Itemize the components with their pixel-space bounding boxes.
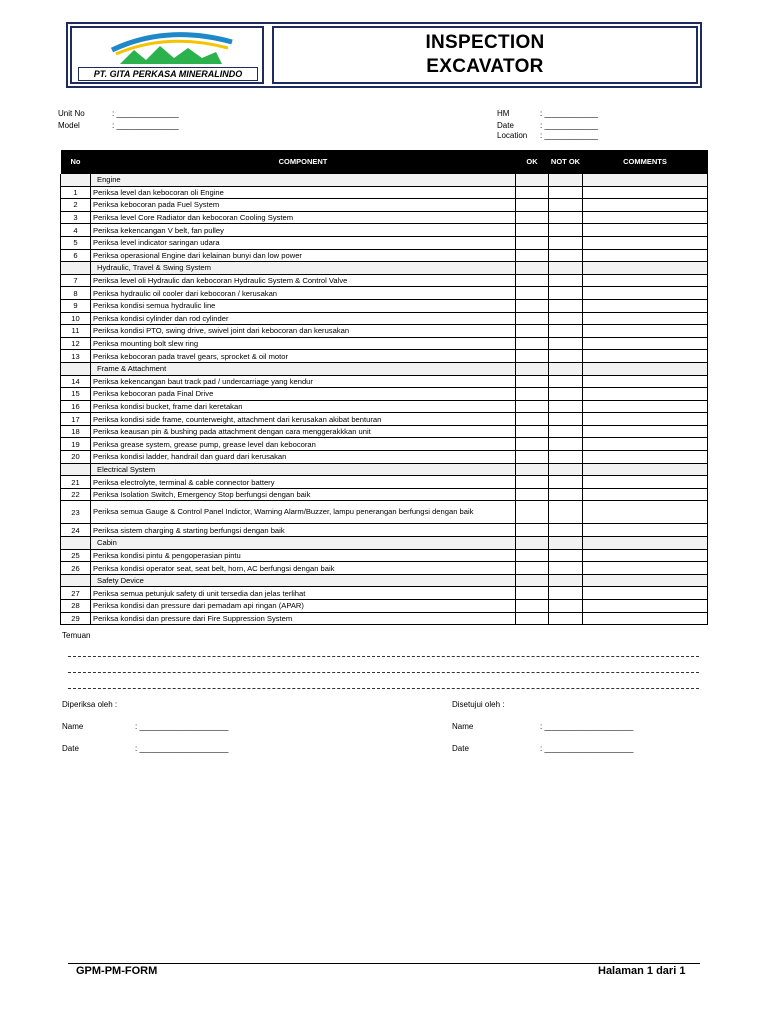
section-no-cell — [61, 362, 91, 375]
section-comment-cell — [583, 262, 708, 275]
not-ok-checkbox-cell[interactable] — [549, 549, 583, 562]
comment-cell[interactable] — [583, 211, 708, 224]
ok-checkbox-cell[interactable] — [516, 274, 549, 287]
header-no: No — [61, 150, 91, 174]
comment-cell[interactable] — [583, 312, 708, 325]
section-title: Cabin — [91, 537, 516, 550]
row-number: 10 — [61, 312, 91, 325]
table-row — [61, 186, 708, 199]
not-ok-checkbox-cell[interactable] — [549, 274, 583, 287]
not-ok-checkbox-cell[interactable] — [549, 400, 583, 413]
table-row — [61, 249, 708, 262]
not-ok-checkbox-cell[interactable] — [549, 299, 583, 312]
table-row — [61, 388, 708, 401]
row-number: 6 — [61, 249, 91, 262]
section-row-safety — [61, 574, 708, 587]
not-ok-checkbox-cell[interactable] — [549, 612, 583, 625]
comment-cell[interactable] — [583, 350, 708, 363]
row-component: Periksa kondisi semua hydraulic line — [91, 299, 516, 312]
table-row — [61, 299, 708, 312]
not-ok-checkbox-cell[interactable] — [549, 600, 583, 613]
ok-checkbox-cell[interactable] — [516, 325, 549, 338]
section-no-cell — [61, 174, 91, 187]
row-number: 24 — [61, 524, 91, 537]
section-comment-cell — [583, 362, 708, 375]
row-number: 16 — [61, 400, 91, 413]
comment-cell[interactable] — [583, 524, 708, 537]
location-label: Location — [497, 131, 528, 140]
table-row — [61, 224, 708, 237]
not-ok-checkbox-cell[interactable] — [549, 488, 583, 501]
row-number: 7 — [61, 274, 91, 287]
row-number: 17 — [61, 413, 91, 426]
table-row — [61, 425, 708, 438]
not-ok-checkbox-cell[interactable] — [549, 199, 583, 212]
comment-cell[interactable] — [583, 488, 708, 501]
model-field[interactable]: : ______________ — [112, 121, 179, 130]
ok-checkbox-cell[interactable] — [516, 224, 549, 237]
row-number: 14 — [61, 375, 91, 388]
comment-cell[interactable] — [583, 438, 708, 451]
approved-date-label: Date — [452, 744, 469, 753]
row-component: Periksa keausan pin & bushing pada attachment dengan cara menggerakkkan unit — [91, 425, 516, 438]
comment-cell[interactable] — [583, 562, 708, 575]
comment-cell[interactable] — [583, 325, 708, 338]
row-component: Periksa kondisi ladder, handrail dan guard dari kerusakan — [91, 451, 516, 464]
not-ok-checkbox-cell[interactable] — [549, 186, 583, 199]
approved-name-label: Name — [452, 722, 474, 731]
row-component: Periksa kondisi dan pressure dari Fire Suppression System — [91, 612, 516, 625]
not-ok-checkbox-cell[interactable] — [549, 337, 583, 350]
section-notok-cell — [549, 537, 583, 550]
table-row — [61, 562, 708, 575]
comment-cell[interactable] — [583, 451, 708, 464]
not-ok-checkbox-cell[interactable] — [549, 562, 583, 575]
header-comments: COMMENTS — [583, 150, 708, 174]
ok-checkbox-cell[interactable] — [516, 400, 549, 413]
row-component: Periksa kondisi dan pressure dari pemadam api ringan (APAR) — [91, 600, 516, 613]
not-ok-checkbox-cell[interactable] — [549, 425, 583, 438]
row-component: Periksa mounting bolt slew ring — [91, 337, 516, 350]
ok-checkbox-cell[interactable] — [516, 562, 549, 575]
section-row-frame — [61, 362, 708, 375]
row-number: 22 — [61, 488, 91, 501]
model-label: Model — [58, 121, 80, 130]
row-number: 9 — [61, 299, 91, 312]
section-title: Hydraulic, Travel & Swing System — [91, 262, 516, 275]
row-component: Periksa kondisi cylinder dan rod cylinder — [91, 312, 516, 325]
table-row — [61, 451, 708, 464]
table-row — [61, 524, 708, 537]
row-number: 12 — [61, 337, 91, 350]
ok-checkbox-cell[interactable] — [516, 600, 549, 613]
section-no-cell — [61, 537, 91, 550]
form-code: GPM-PM-FORM — [76, 965, 158, 977]
row-number: 5 — [61, 236, 91, 249]
ok-checkbox-cell[interactable] — [516, 549, 549, 562]
comment-cell[interactable] — [583, 501, 708, 524]
ok-checkbox-cell[interactable] — [516, 249, 549, 262]
ok-checkbox-cell[interactable] — [516, 375, 549, 388]
ok-checkbox-cell[interactable] — [516, 350, 549, 363]
hm-label: HM — [497, 109, 510, 118]
comment-cell[interactable] — [583, 249, 708, 262]
checked-date-field[interactable]: : ____________________ — [135, 744, 229, 753]
comment-cell[interactable] — [583, 375, 708, 388]
section-notok-cell — [549, 262, 583, 275]
comment-cell[interactable] — [583, 388, 708, 401]
findings-line-1[interactable] — [68, 656, 699, 657]
title-line-2: EXCAVATOR — [426, 56, 544, 77]
table-row — [61, 337, 708, 350]
not-ok-checkbox-cell[interactable] — [549, 524, 583, 537]
approved-date-field[interactable]: : ____________________ — [540, 744, 634, 753]
section-title: Engine — [91, 174, 516, 187]
ok-checkbox-cell[interactable] — [516, 476, 549, 489]
not-ok-checkbox-cell[interactable] — [549, 325, 583, 338]
approved-by-label: Disetujui oleh : — [452, 700, 505, 709]
section-notok-cell — [549, 463, 583, 476]
unit-no-field[interactable]: : ______________ — [112, 109, 179, 118]
ok-checkbox-cell[interactable] — [516, 186, 549, 199]
section-no-cell — [61, 574, 91, 587]
not-ok-checkbox-cell[interactable] — [549, 587, 583, 600]
footer-divider — [68, 963, 700, 964]
row-component: Periksa semua petunjuk safety di unit tersedia dan jelas terlihat — [91, 587, 516, 600]
ok-checkbox-cell[interactable] — [516, 388, 549, 401]
date-field[interactable]: : ____________ — [540, 121, 598, 130]
checked-name-label: Name — [62, 722, 84, 731]
not-ok-checkbox-cell[interactable] — [549, 476, 583, 489]
table-row — [61, 438, 708, 451]
row-component: Periksa grease system, grease pump, grease level dan kebocoran — [91, 438, 516, 451]
section-notok-cell — [549, 174, 583, 187]
not-ok-checkbox-cell[interactable] — [549, 249, 583, 262]
row-component: Periksa electrolyte, terminal & cable connector battery — [91, 476, 516, 489]
table-row — [61, 400, 708, 413]
ok-checkbox-cell[interactable] — [516, 524, 549, 537]
section-row-hydraulic — [61, 262, 708, 275]
row-number: 20 — [61, 451, 91, 464]
section-title: Electrical System — [91, 463, 516, 476]
ok-checkbox-cell[interactable] — [516, 287, 549, 300]
section-notok-cell — [549, 362, 583, 375]
comment-cell[interactable] — [583, 287, 708, 300]
not-ok-checkbox-cell[interactable] — [549, 451, 583, 464]
row-component: Periksa kebocoran pada travel gears, sprocket & oil motor — [91, 350, 516, 363]
not-ok-checkbox-cell[interactable] — [549, 236, 583, 249]
row-number: 2 — [61, 199, 91, 212]
document-title — [272, 26, 698, 84]
row-number: 29 — [61, 612, 91, 625]
section-row-cabin — [61, 537, 708, 550]
ok-checkbox-cell[interactable] — [516, 451, 549, 464]
row-number: 4 — [61, 224, 91, 237]
row-component: Periksa kondisi pintu & pengoperasian pintu — [91, 549, 516, 562]
header-ok: OK — [516, 150, 549, 174]
row-component: Periksa kekencangan baut track pad / undercarriage yang kendur — [91, 375, 516, 388]
table-row — [61, 488, 708, 501]
section-comment-cell — [583, 574, 708, 587]
comment-cell[interactable] — [583, 425, 708, 438]
inspection-table — [60, 150, 708, 625]
ok-checkbox-cell[interactable] — [516, 413, 549, 426]
findings-line-3[interactable] — [68, 688, 699, 689]
section-ok-cell — [516, 262, 549, 275]
not-ok-checkbox-cell[interactable] — [549, 438, 583, 451]
company-name: PT. GITA PERKASA MINERALINDO — [78, 67, 258, 81]
row-component: Periksa hydraulic oil cooler dari kebocoran / kerusakan — [91, 287, 516, 300]
comment-cell[interactable] — [583, 224, 708, 237]
not-ok-checkbox-cell[interactable] — [549, 287, 583, 300]
comment-cell[interactable] — [583, 236, 708, 249]
row-component: Periksa kondisi operator seat, seat belt, horn, AC berfungsi dengan baik — [91, 562, 516, 575]
row-component: Periksa sistem charging & starting berfungsi dengan baik — [91, 524, 516, 537]
row-number: 25 — [61, 549, 91, 562]
ok-checkbox-cell[interactable] — [516, 337, 549, 350]
row-number: 18 — [61, 425, 91, 438]
table-row — [61, 211, 708, 224]
row-component: Periksa kekencangan V belt, fan pulley — [91, 224, 516, 237]
ok-checkbox-cell[interactable] — [516, 488, 549, 501]
row-number: 27 — [61, 587, 91, 600]
ok-checkbox-cell[interactable] — [516, 425, 549, 438]
section-ok-cell — [516, 463, 549, 476]
row-number: 21 — [61, 476, 91, 489]
table-header-row — [61, 150, 708, 174]
findings-label: Temuan — [62, 631, 91, 640]
unit-no-label: Unit No — [58, 109, 85, 118]
row-number: 23 — [61, 501, 91, 524]
section-comment-cell — [583, 537, 708, 550]
table-row — [61, 350, 708, 363]
row-number: 28 — [61, 600, 91, 613]
table-row — [61, 612, 708, 625]
row-number: 26 — [61, 562, 91, 575]
row-component: Periksa level indicator saringan udara — [91, 236, 516, 249]
section-ok-cell — [516, 537, 549, 550]
table-row — [61, 375, 708, 388]
row-component: Periksa kebocoran pada Fuel System — [91, 199, 516, 212]
date-label: Date — [497, 121, 514, 130]
section-title: Safety Device — [91, 574, 516, 587]
row-component: Periksa level Core Radiator dan kebocoran Cooling System — [91, 211, 516, 224]
row-number: 1 — [61, 186, 91, 199]
table-row — [61, 199, 708, 212]
section-ok-cell — [516, 574, 549, 587]
row-component: Periksa Isolation Switch, Emergency Stop berfungsi dengan baik — [91, 488, 516, 501]
ok-checkbox-cell[interactable] — [516, 438, 549, 451]
comment-cell[interactable] — [583, 337, 708, 350]
approved-name-field[interactable]: : ____________________ — [540, 722, 634, 731]
row-number: 19 — [61, 438, 91, 451]
title-line-1: INSPECTION — [425, 32, 545, 53]
section-row-electrical — [61, 463, 708, 476]
not-ok-checkbox-cell[interactable] — [549, 501, 583, 524]
ok-checkbox-cell[interactable] — [516, 299, 549, 312]
table-row — [61, 476, 708, 489]
section-comment-cell — [583, 174, 708, 187]
comment-cell[interactable] — [583, 199, 708, 212]
row-component: Periksa operasional Engine dari kelainan bunyi dan low power — [91, 249, 516, 262]
table-row — [61, 274, 708, 287]
row-number: 15 — [61, 388, 91, 401]
row-number: 11 — [61, 325, 91, 338]
row-component: Periksa kondisi side frame, counterweight, attachment dari kerusakan akibat benturan — [91, 413, 516, 426]
section-no-cell — [61, 463, 91, 476]
ok-checkbox-cell[interactable] — [516, 211, 549, 224]
row-number: 13 — [61, 350, 91, 363]
comment-cell[interactable] — [583, 476, 708, 489]
section-no-cell — [61, 262, 91, 275]
not-ok-checkbox-cell[interactable] — [549, 413, 583, 426]
comment-cell[interactable] — [583, 600, 708, 613]
row-component: Periksa level dan kebocoran oli Engine — [91, 186, 516, 199]
not-ok-checkbox-cell[interactable] — [549, 350, 583, 363]
comment-cell[interactable] — [583, 612, 708, 625]
not-ok-checkbox-cell[interactable] — [549, 388, 583, 401]
comment-cell[interactable] — [583, 587, 708, 600]
comment-cell[interactable] — [583, 299, 708, 312]
company-logo-icon — [72, 28, 262, 68]
row-number: 3 — [61, 211, 91, 224]
comment-cell[interactable] — [583, 549, 708, 562]
checked-date-label: Date — [62, 744, 79, 753]
row-component: Periksa kebocoran pada Final Drive — [91, 388, 516, 401]
section-ok-cell — [516, 362, 549, 375]
comment-cell[interactable] — [583, 413, 708, 426]
ok-checkbox-cell[interactable] — [516, 612, 549, 625]
checked-by-label: Diperiksa oleh : — [62, 700, 118, 709]
not-ok-checkbox-cell[interactable] — [549, 224, 583, 237]
ok-checkbox-cell[interactable] — [516, 587, 549, 600]
hm-field[interactable]: : ____________ — [540, 109, 598, 118]
table-row — [61, 549, 708, 562]
section-comment-cell — [583, 463, 708, 476]
section-row-engine — [61, 174, 708, 187]
findings-line-2[interactable] — [68, 672, 699, 673]
not-ok-checkbox-cell[interactable] — [549, 312, 583, 325]
row-component: Periksa kondisi PTO, swing drive, swivel joint dari kebocoran dan kerusakan — [91, 325, 516, 338]
table-row — [61, 587, 708, 600]
page-number: Halaman 1 dari 1 — [598, 965, 686, 977]
table-body — [61, 174, 708, 625]
comment-cell[interactable] — [583, 400, 708, 413]
row-component: Periksa level oli Hydraulic dan kebocoran Hydraulic System & Control Valve — [91, 274, 516, 287]
section-notok-cell — [549, 574, 583, 587]
table-row — [61, 501, 708, 524]
header-component: COMPONENT — [91, 150, 516, 174]
table-row — [61, 600, 708, 613]
table-row — [61, 413, 708, 426]
header-not-ok: NOT OK — [549, 150, 583, 174]
table-row — [61, 325, 708, 338]
table-row — [61, 312, 708, 325]
row-number: 8 — [61, 287, 91, 300]
row-component: Periksa kondisi bucket, frame dari keretakan — [91, 400, 516, 413]
section-title: Frame & Attachment — [91, 362, 516, 375]
table-row — [61, 236, 708, 249]
ok-checkbox-cell[interactable] — [516, 199, 549, 212]
not-ok-checkbox-cell[interactable] — [549, 211, 583, 224]
row-component: Periksa semua Gauge & Control Panel Indictor, Warning Alarm/Buzzer, lampu penerangan berfungsi dengan baik — [91, 501, 516, 524]
checked-name-field[interactable]: : ____________________ — [135, 722, 229, 731]
location-field[interactable]: : ____________ — [540, 131, 598, 140]
ok-checkbox-cell[interactable] — [516, 312, 549, 325]
not-ok-checkbox-cell[interactable] — [549, 375, 583, 388]
section-ok-cell — [516, 174, 549, 187]
ok-checkbox-cell[interactable] — [516, 236, 549, 249]
table-row — [61, 287, 708, 300]
comment-cell[interactable] — [583, 186, 708, 199]
ok-checkbox-cell[interactable] — [516, 501, 549, 524]
comment-cell[interactable] — [583, 274, 708, 287]
